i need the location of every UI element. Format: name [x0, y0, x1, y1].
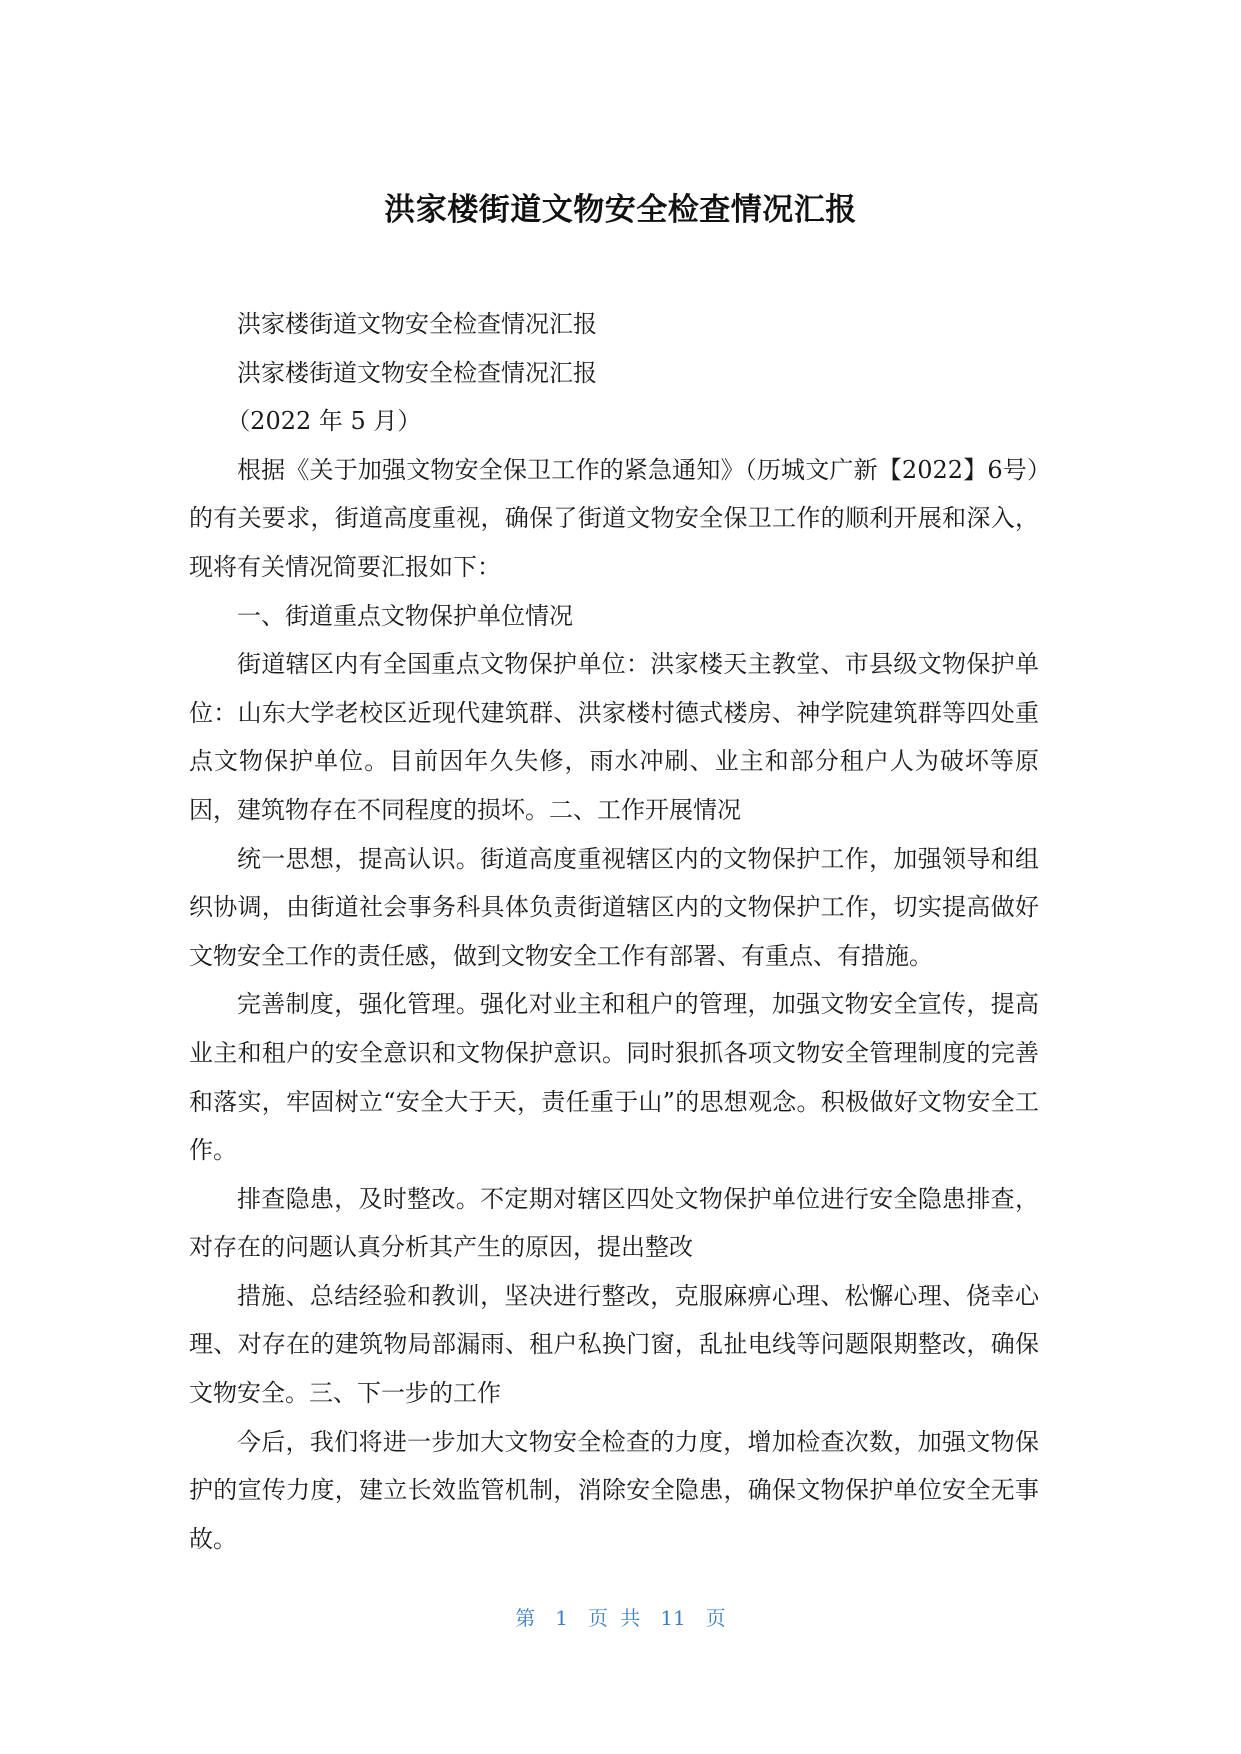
- page-footer: [0, 1604, 1241, 1632]
- paragraph-next-steps: 今后，我们将进一步加大文物安全检查的力度，增加检查次数，加强文物保护的宣传力度，建立长效监管机制，消除安全隐患，确保文物保护单位安全无事故。: [189, 1427, 1039, 1553]
- paragraph-work-3: 排查隐患，及时整改。不定期对辖区四处文物保护单位进行安全隐患排查，对存在的问题认真分析其产生的原因，提出整改: [189, 1184, 1039, 1262]
- footer-current-page: 1: [555, 1606, 568, 1630]
- paragraph-subtitle-1: 洪家楼街道文物安全检查情况汇报: [237, 310, 597, 338]
- document-body: [189, 300, 1039, 1563]
- footer-label-of: 页 共: [587, 1606, 641, 1630]
- document-title: 洪家楼街道文物安全检查情况汇报: [384, 192, 857, 228]
- paragraph-section-1: 街道辖区内有全国重点文物保护单位：洪家楼天主教堂、市县级文物保护单位：山东大学老校区近现代建筑群、洪家楼村德式楼房、神学院建筑群等四处重点文物保护单位。目前因年久失修，雨水冲刷、业主和部分租户人为破坏等原因，建筑物存在不同程度的损坏。二、工作开展情况: [189, 650, 1039, 824]
- footer-total-pages: 11: [660, 1606, 686, 1630]
- paragraph-work-3-continued: 措施、总结经验和教训，坚决进行整改，克服麻痹心理、松懈心理、侥幸心理、对存在的建筑物局部漏雨、租户私换门窗，乱扯电线等问题限期整改，确保文物安全。三、下一步的工作: [189, 1281, 1039, 1408]
- paragraph-subtitle-2: 洪家楼街道文物安全检查情况汇报: [237, 358, 597, 387]
- footer-label-pages: 页: [705, 1606, 726, 1630]
- paragraph-date: （2022 年 5 月）: [226, 407, 422, 436]
- paragraph-work-1: 统一思想，提高认识。街道高度重视辖区内的文物保护工作，加强领导和组织协调，由街道社会事务科具体负责街道辖区内的文物保护工作，切实提高做好文物安全工作的责任感，做到文物安全工作有部署、有重点、有措施。: [189, 844, 1039, 970]
- section-heading-1: 一、街道重点文物保护单位情况: [237, 601, 573, 630]
- paragraph-work-2: 完善制度，强化管理。强化对业主和租户的管理，加强文物安全宣传，提高业主和租户的安全意识和文物保护意识。同时狠抓各项文物安全管理制度的完善和落实，牢固树立“安全大于天，责任重于山”的思想观念。积极做好文物安全工作。: [189, 990, 1039, 1165]
- paragraph-intro: 根据《关于加强文物安全保卫工作的紧急通知》（历城文广新【2022】6号）的有关要求，街道高度重视，确保了街道文物安全保卫工作的顺利开展和深入，现将有关情况简要汇报如下：: [189, 455, 1039, 581]
- footer-label-page: 第: [515, 1606, 536, 1630]
